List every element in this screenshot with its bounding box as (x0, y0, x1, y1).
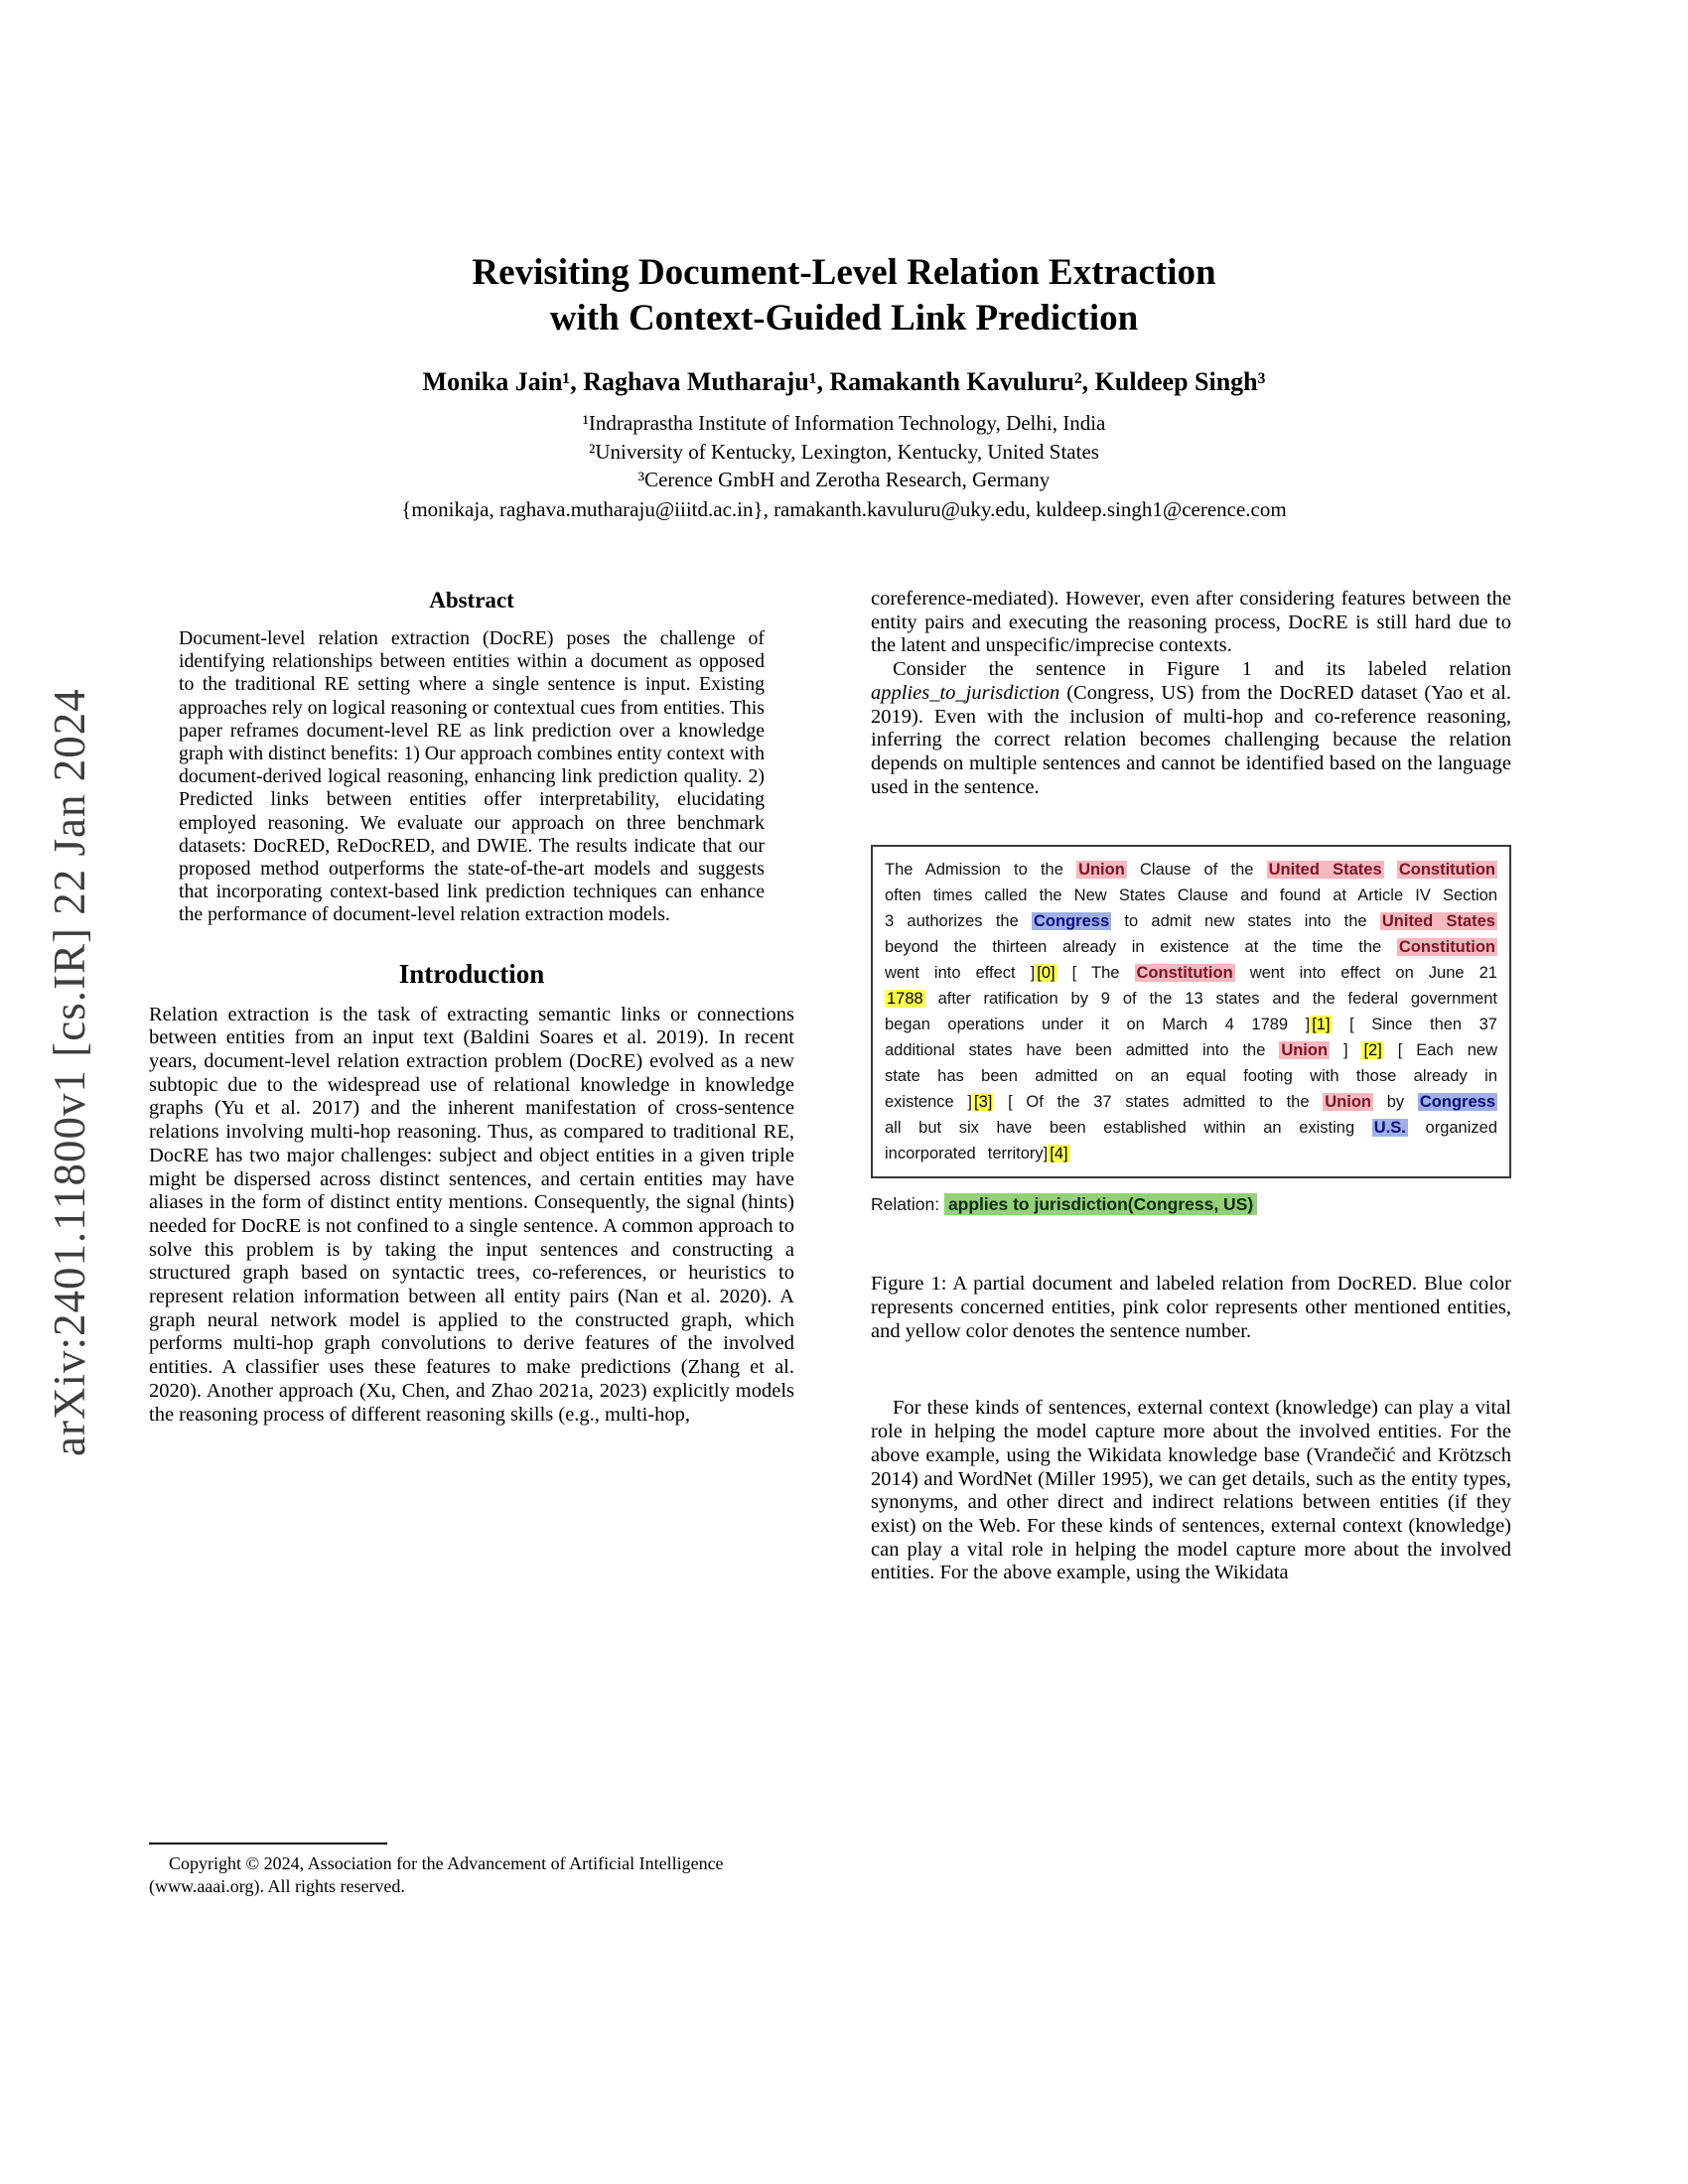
affiliation-1: ¹Indraprastha Institute of Information Technology, Delhi, India (582, 411, 1106, 435)
figure-other-entity: Constitution (1136, 964, 1233, 983)
figure-relation-line (871, 1194, 1511, 1215)
figure-document-text (871, 845, 1511, 1178)
right-paragraph-3: For these kinds of sentences, external context (knowledge) can play a vital role in helping the model capture more about the involved entities. For the above example, using the Wikidata knowledge base (Vrandečić and Krötzsch 2014) and WordNet (Miller 1995), we can get details, such as the entity types, synonyms, and other direct and indirect relations between entities (if they exist) on the Web. For these kinds of sentences, external context (knowledge) can play a vital role in helping the model capture more about the involved entities. For the above example, using the Wikidata (871, 1397, 1511, 1584)
figure-other-entity: United States (1268, 861, 1382, 880)
affiliation-2: ²University of Kentucky, Lexington, Kentucky, United States (589, 439, 1099, 464)
figure-concerned-entity: Congress (1419, 1093, 1495, 1112)
figure-text-segment: by (1373, 1093, 1418, 1112)
figure-text-segment: all but six have been established within an existing (885, 1119, 1372, 1138)
footnote-block (149, 1843, 794, 1897)
affiliation-3: ³Cerence GmbH and Zerotha Research, Germany (637, 468, 1051, 491)
paper-header (0, 250, 1688, 522)
figure-text-segment: after ratification by 9 of the 13 states and the federal government began operations under it on March 4 1789 ] (885, 990, 1497, 1034)
relation-label: Relation: (871, 1194, 944, 1215)
figure-sentence-number: 1788 (887, 990, 923, 1009)
figure-text-segment (1384, 861, 1397, 879)
figure-sentence-number: [2] (1363, 1041, 1382, 1060)
footnote-rule (149, 1843, 387, 1844)
abstract-heading: Abstract (429, 588, 514, 613)
introduction-paragraph-1: Relation extraction is the task of extracting semantic links or connections between entities from an input text (Baldini Soares et al. 2019). In recent years, document-level relation extraction problem (DocRE) evolved as a new subtopic due to the widespread use of relational knowledge in knowledge graphs (Yu et al. 2017) and the inherent manifestation of cross-sentence relations involving multi-hop reasoning. Thus, as compared to traditional RE, DocRE has two major challenges: subject and object entities in a given triple might be dispersed across distinct sentences, and certain entities may have aliases in the form of distinct entity mentions. Consequently, the signal (hints) needed for DocRE is not confined to a single sentence. A common approach to solve this problem is by taking the input sentences and constructing a structured graph based on syntactic trees, co-references, or heuristics to represent relation information between all entity pairs (Nan et al. 2020). A graph neural network model is applied to the constructed graph, which performs multi-hop graph convolutions to derive features of the involved entities. A classifier uses these features to make predictions (Zhang et al. 2020). Another approach (Xu, Chen, and Zhao 2021a, 2023) explicitly models the reasoning process of different reasoning skills (e.g., multi-hop, (149, 1003, 794, 1426)
authors-line: Monika Jain¹, Raghava Mutharaju¹, Ramakanth Kavuluru², Kuldeep Singh³ (422, 367, 1266, 396)
figure-sentence-number: [1] (1312, 1016, 1331, 1034)
paper-title-line2: with Context-Guided Link Prediction (549, 298, 1139, 339)
figure-1 (871, 845, 1511, 1343)
figure-text-segment: went into effect ] (885, 964, 1036, 983)
figure-text-segment: The Admission to the (885, 861, 1077, 880)
figure-text-segment: went into effect on June 21 (1234, 964, 1497, 983)
paper-title-line1: Revisiting Document-Level Relation Extraction (472, 252, 1216, 293)
figure-other-entity: United States (1381, 912, 1495, 931)
figure-text-segment: [ Of the 37 states admitted to the (994, 1093, 1324, 1112)
author-emails: {monikaja, raghava.mutharaju@iiitd.ac.in}, ramakanth.kavuluru@uky.edu, kuldeep.singh1@cerence.com (401, 496, 1287, 521)
figure-text-segment: to admit new states into the (1111, 912, 1380, 931)
relation-value: applies to jurisdiction(Congress, US) (944, 1193, 1257, 1215)
figure-other-entity: Union (1078, 861, 1125, 880)
right-paragraph-2-post: (Congress, US) from the DocRED dataset (Yao et al. 2019). Even with the inclusion of multi-hop and co-reference reasoning, inferring the correct relation becomes challenging because the relation depends on multiple sentences and cannot be identified based on the language used in the sentence. (871, 681, 1511, 798)
abstract-text: Document-level relation extraction (DocRE) poses the challenge of identifying relationships between entities within a document as opposed to the traditional RE setting where a single sentence is input. Existing approaches rely on logical reasoning or contextual cues from entities. This paper reframes document-level RE as link prediction over a knowledge graph with distinct benefits: 1) Our approach combines entity context with document-derived logical reasoning, enhancing link prediction quality. 2) Predicted links between entities offer interpretability, elucidating employed reasoning. We evaluate our approach on three benchmark datasets: DocRED, ReDocRED, and DWIE. The results indicate that our proposed method outperforms the state-of-the-art models and suggests that incorporating context-based link prediction techniques can enhance the performance of document-level relation extraction models. (179, 627, 765, 926)
right-column (871, 588, 1511, 1585)
figure-sentence-number: [4] (1050, 1145, 1068, 1163)
copyright-footnote: Copyright © 2024, Association for the Advancement of Artificial Intelligence (www.aaai.org). All rights reserved. (149, 1853, 724, 1896)
figure-other-entity: Union (1281, 1041, 1329, 1060)
figure-text-segment: [ The (1056, 964, 1135, 983)
figure-concerned-entity: U.S. (1373, 1119, 1406, 1138)
introduction-heading: Introduction (398, 958, 545, 989)
paper-title (0, 250, 1688, 341)
right-paragraph-1: coreference-mediated). However, even after considering features between the entity pairs and executing the reasoning process, DocRE is still hard due to the latent and unspecific/imprecise contexts. (871, 588, 1511, 657)
figure-text-segment: ] (1330, 1041, 1362, 1060)
right-paragraph-2-pre: Consider the sentence in Figure 1 and its labeled relation (893, 658, 1511, 681)
figure-other-entity: Union (1325, 1093, 1371, 1112)
figure-text-segment: organized incorporated territory] (885, 1119, 1497, 1163)
figure-text-segment: often times called the New States Clause and found at Article IV Section 3 authorizes the (885, 887, 1497, 931)
figure-other-entity: Constitution (1398, 938, 1495, 957)
left-column (149, 588, 794, 1427)
affiliations-block (0, 409, 1688, 494)
figure-text-segment: beyond the thirteen already in existence at the time the (885, 938, 1397, 957)
right-paragraph-2 (871, 658, 1511, 799)
figure-other-entity: Constitution (1398, 861, 1495, 880)
figure-text-segment: [ Since then 37 additional states have been admitted into the (885, 1016, 1497, 1060)
figure-text-segment: [ Each new state has been admitted on an equal footing with those already in existence ] (885, 1041, 1498, 1112)
figure-sentence-number: [0] (1037, 964, 1055, 983)
figure-concerned-entity: Congress (1034, 912, 1110, 931)
figure-text-segment: Clause of the (1126, 861, 1267, 880)
relation-name-italic: applies_to_jurisdiction (871, 681, 1060, 704)
arxiv-watermark: arXiv:2401.11800v1 [cs.IR] 22 Jan 2024 (45, 688, 94, 1456)
figure-1-caption: Figure 1: A partial document and labeled relation from DocRED. Blue color represents concerned entities, pink color represents other mentioned entities, and yellow color denotes the sentence number. (871, 1273, 1511, 1342)
figure-sentence-number: [3] (974, 1093, 993, 1112)
